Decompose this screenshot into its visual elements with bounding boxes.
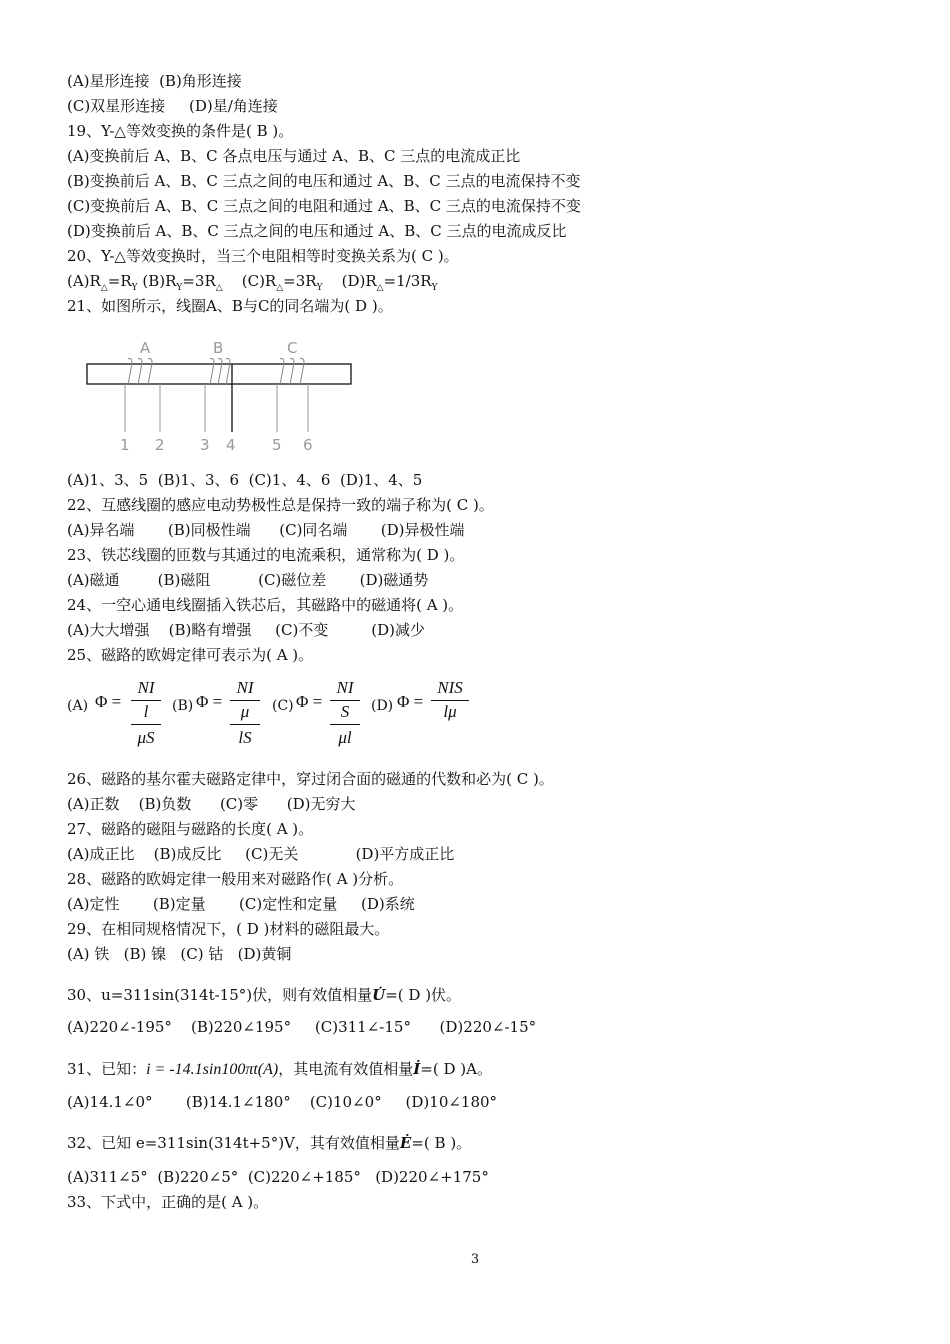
- page-number: 3: [470, 1252, 480, 1267]
- terminal-label: 4: [226, 436, 236, 454]
- q32-options: (A)311∠5° (B)220∠5° (C)220∠+185° (D)220∠+175°: [67, 1168, 489, 1186]
- question-28: 28、磁路的欧姆定律一般用来对磁路作( A )分析。: [67, 870, 404, 888]
- question-22: 22、互感线圈的感应电动势极性总是保持一致的端子称为( C )。: [67, 496, 494, 514]
- question-33: 33、下式中，正确的是( A )。: [67, 1193, 269, 1211]
- fraction-bar: [330, 700, 360, 701]
- q31-text: 31、已知：: [67, 1060, 147, 1078]
- formula-numerator: NI: [336, 678, 354, 697]
- formula-option: (D): [371, 698, 394, 714]
- terminal-label: 1: [120, 436, 130, 454]
- terminal-leads: [125, 384, 308, 432]
- phasor-e-symbol: Ė: [399, 1134, 412, 1152]
- formula-denominator: μ: [240, 702, 250, 721]
- coil-label-b: B: [213, 339, 224, 357]
- subscript: △: [215, 283, 223, 293]
- question-24: 24、一空心通电线圈插入铁芯后，其磁路中的磁通将( A )。: [67, 596, 464, 614]
- question-31: [67, 1060, 492, 1079]
- q27-options: (A)成正比 (B)成反比 (C)无关 (D)平方成正比: [67, 845, 455, 863]
- opt-text: =3R: [283, 272, 317, 290]
- formula-denominator: μS: [137, 728, 155, 747]
- subscript: Y: [176, 283, 183, 293]
- fraction-bar: [131, 700, 161, 701]
- formula-phi: Φ =: [196, 692, 223, 711]
- subscript: △: [100, 283, 108, 293]
- q21-options: (A)1、3、5 (B)1、3、6 (C)1、4、6 (D)1、4、5: [67, 471, 423, 489]
- fraction-bar: [230, 724, 260, 725]
- coil-a: [128, 359, 152, 386]
- coil-label-a: A: [140, 339, 151, 357]
- question-26: 26、磁路的基尔霍夫磁路定律中，穿过闭合面的磁通的代数和必为( C )。: [67, 770, 554, 788]
- q30-text: 30、u=311sin(314t-15°)伏，则有效值相量: [67, 986, 373, 1004]
- opt-text: (B)R: [137, 272, 177, 290]
- formula-phi: Φ =: [296, 692, 323, 711]
- formula-denominator: S: [340, 702, 350, 721]
- question-19: 19、Y-△等效变换的条件是( B )。: [67, 122, 294, 140]
- opt-text: (A)R: [67, 272, 101, 290]
- q31-text-mid: ，其电流有效值相量: [278, 1060, 414, 1078]
- fraction-bar: [230, 700, 260, 701]
- formula-numerator: NI: [236, 678, 254, 697]
- text-line: (A)星形连接 (B)角形连接: [67, 72, 242, 90]
- q24-options: (A)大大增强 (B)略有增强 (C)不变 (D)减少: [67, 621, 426, 639]
- question-23: 23、铁芯线圈的匝数与其通过的电流乘积，通常称为( D )。: [67, 546, 465, 564]
- subscript: Y: [131, 283, 138, 293]
- subscript: △: [376, 283, 384, 293]
- coil-c: [280, 359, 304, 386]
- opt-text: =3R: [182, 272, 216, 290]
- formula-c: [272, 676, 372, 751]
- question-20: 20、Y-△等效变换时，当三个电阻相等时变换关系为( C )。: [67, 247, 459, 265]
- opt-text: =R: [107, 272, 132, 290]
- terminal-label: 2: [155, 436, 165, 454]
- formula-option: (A): [67, 698, 89, 714]
- q32-text-end: =( B )。: [411, 1134, 472, 1152]
- question-32: [67, 1134, 471, 1152]
- q26-options: (A)正数 (B)负数 (C)零 (D)无穷大: [67, 795, 356, 813]
- text-line: (A)变换前后 A、B、C 各点电压与通过 A、B、C 三点的电流成正比: [67, 147, 521, 165]
- q32-text: 32、已知 e=311sin(314t+5°)V，其有效值相量: [67, 1134, 400, 1152]
- phasor-u-symbol: U̇: [372, 986, 386, 1004]
- opt-text: (D)R: [322, 272, 377, 290]
- formula-option: (B): [172, 698, 194, 714]
- terminal-label: 6: [303, 436, 313, 454]
- terminal-label: 3: [200, 436, 210, 454]
- q29-options: (A) 铁 (B) 镍 (C) 钴 (D)黄铜: [67, 945, 292, 963]
- q30-options: (A)220∠-195° (B)220∠195° (C)311∠-15° (D)220∠-15°: [67, 1018, 537, 1036]
- formula-denominator: lμ: [443, 702, 457, 721]
- text-line: (C)变换前后 A、B、C 三点之间的电阻和通过 A、B、C 三点的电流保持不变: [67, 197, 581, 215]
- question-27: 27、磁路的磁阻与磁路的长度( A )。: [67, 820, 314, 838]
- question-30: [67, 986, 461, 1004]
- formula-denominator: lS: [238, 728, 252, 747]
- coil-label-c: C: [287, 339, 298, 357]
- formula-b: [172, 676, 272, 751]
- q31-options: (A)14.1∠0° (B)14.1∠180° (C)10∠0° (D)10∠180°: [67, 1093, 498, 1111]
- fraction-bar: [330, 724, 360, 725]
- q22-options: (A)异名端 (B)同极性端 (C)同名端 (D)异极性端: [67, 521, 465, 539]
- terminal-label: 5: [272, 436, 282, 454]
- q31-formula: i = -14.1sin100πt(A): [146, 1061, 279, 1078]
- subscript: Y: [431, 283, 438, 293]
- formula-a: [67, 676, 167, 751]
- fraction-bar: [431, 700, 469, 701]
- question-29: 29、在相同规格情况下，( D )材料的磁阻最大。: [67, 920, 390, 938]
- opt-text: =1/3R: [383, 272, 432, 290]
- phasor-i-symbol: İ: [413, 1060, 421, 1078]
- formula-numerator: NI: [137, 678, 155, 697]
- fraction-bar: [131, 724, 161, 725]
- opt-text: (C)R: [222, 272, 277, 290]
- formula-phi: Φ =: [95, 692, 122, 711]
- question-25: 25、磁路的欧姆定律可表示为( A )。: [67, 646, 314, 664]
- coil-b: [210, 359, 230, 386]
- formula-d: [371, 676, 481, 751]
- subscript: Y: [316, 283, 323, 293]
- q20-options: [67, 272, 438, 297]
- formula-denominator: l: [143, 702, 149, 721]
- formula-denominator: μl: [338, 728, 352, 747]
- text-line: (B)变换前后 A、B、C 三点之间的电压和通过 A、B、C 三点的电流保持不变: [67, 172, 581, 190]
- formula-phi: Φ =: [397, 692, 424, 711]
- coil-diagram: [80, 337, 370, 462]
- q30-text-end: =( D )伏。: [385, 986, 462, 1004]
- text-line: (D)变换前后 A、B、C 三点之间的电压和通过 A、B、C 三点的电流成反比: [67, 222, 567, 240]
- formula-numerator: NIS: [437, 678, 463, 697]
- q23-options: (A)磁通 (B)磁阻 (C)磁位差 (D)磁通势: [67, 571, 429, 589]
- question-21: 21、如图所示，线圈A、B与C的同名端为( D )。: [67, 297, 393, 315]
- subscript: △: [276, 283, 284, 293]
- q28-options: (A)定性 (B)定量 (C)定性和定量 (D)系统: [67, 895, 415, 913]
- formula-option: (C): [272, 698, 294, 714]
- text-line: (C)双星形连接 (D)星/角连接: [67, 97, 278, 115]
- q31-text-end: =( D )A。: [420, 1060, 492, 1078]
